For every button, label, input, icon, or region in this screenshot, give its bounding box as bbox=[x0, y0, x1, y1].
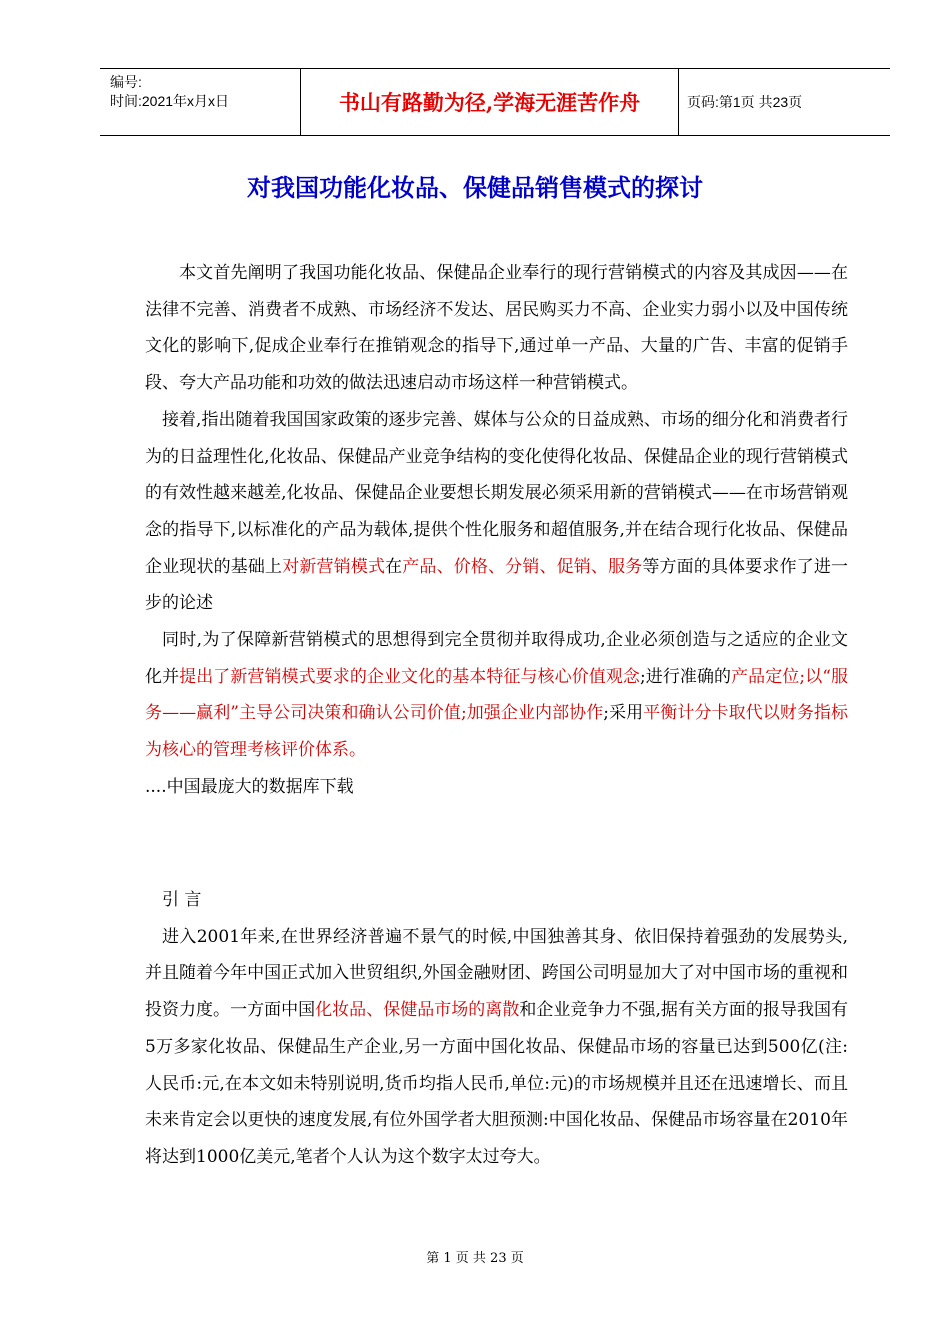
text-span: 等方面的具体要求作了进一步的论述 bbox=[145, 556, 849, 614]
header-motto: 书山有路勤为径,学海无涯苦作舟 bbox=[300, 69, 679, 135]
text-span: 在 bbox=[385, 556, 403, 577]
text-span: 进入2001年来,在世界经济普遍不景气的时候,中国独善其身、依旧保持着强劲的发展势头,并且随着今年中国正式加入世贸组织,外国金融财团、跨国公司明显加大了对中国市场的重视和投资力度。一方面中国 bbox=[145, 926, 848, 1021]
highlight-span: 以“服务——赢利”主导公司决策和确认公司价值;加强企业内部协作 bbox=[145, 666, 849, 724]
highlight-span: 对新营销模式 bbox=[282, 556, 386, 577]
text-span: ;采用 bbox=[603, 703, 644, 724]
header-meta bbox=[100, 69, 300, 135]
download-link-text: ....中国最庞大的数据库下载 bbox=[145, 776, 354, 797]
time-label: 时间:2021年x月x日 bbox=[110, 93, 230, 109]
text-span: 和企业竞争力不强,据有关方面的报导我国有5万多家化妆品、保健品生产企业,另一方面中国化妆品、保健品市场的容量已达到500亿(注:人民币:元,在本文如未特别说明,货币均指人民币,单位:元)的市场规模并且还在迅速增长、而且未来肯定会以更快的速度发展,有位外国学者大胆预测:中国化妆品、保健品市场容量在2010年将达到1000亿美元,笔者个人认为这个数字太过夸大。 bbox=[145, 1000, 849, 1167]
abstract-paragraph-3 bbox=[145, 622, 848, 769]
intro-paragraph-1 bbox=[145, 919, 848, 1176]
abstract-paragraph-1: 本文首先阐明了我国功能化妆品、保健品企业奉行的现行营销模式的内容及其成因——在法律不完善、消费者不成熟、市场经济不发达、居民购买力不高、企业实力弱小以及中国传统文化的影响下,促成企业奉行在推销观念的指导下,通过单一产品、大量的广告、丰富的促销手段、夸大产品功能和功效的做法迅速启动市场这样一种营销模式。 bbox=[145, 263, 848, 394]
header-page-info: 页码:第1页 共23页 bbox=[687, 94, 803, 110]
text-span: 接着,指出随着我国国家政策的逐步完善、媒体与公众的日益成熟、市场的细分化和消费者行为的日益理性化,化妆品、保健品产业竞争结构的变化使得化妆品、保健品企业的现行营销模式的有效性越来越差,化妆品、保健品企业要想长期发展必须采用新的营销模式——在市场营销观念的指导下,以标准化的产品为载体,提供个性化服务和超值服务,并在结合现行化妆品、保健品企业现状的基础上 bbox=[145, 409, 848, 577]
abstract-paragraph-2 bbox=[145, 402, 848, 622]
document-title: 对我国功能化妆品、保健品销售模式的探讨 bbox=[247, 173, 703, 202]
text-span: ;进行准确的 bbox=[639, 666, 732, 687]
highlight-span: 化妆品、保健品市场的离散 bbox=[315, 1000, 520, 1021]
highlight-span: 平衡计分卡取代以财务指标为核心的管理考核评价体系。 bbox=[145, 703, 848, 761]
highlight-span: 产品定位 bbox=[731, 666, 800, 687]
abstract-section bbox=[145, 255, 848, 806]
document-header bbox=[100, 68, 890, 136]
text-span: 同时,为了保障新营销模式的思想得到完全贯彻并取得成功,企业必须创造与之适应的企业文化并 bbox=[145, 630, 848, 687]
code-label: 编号: bbox=[110, 74, 142, 90]
highlight-span: 产品、价格、分销、促销、服务 bbox=[402, 556, 643, 577]
intro-heading: 引 言 bbox=[162, 890, 202, 910]
highlight-span: ; bbox=[799, 666, 806, 687]
page-footer: 第 1 页 共 23 页 bbox=[426, 1251, 524, 1266]
highlight-span: 提出了新营销模式要求的企业文化的基本特征与核心价值观念 bbox=[179, 666, 640, 687]
intro-section bbox=[145, 882, 848, 1176]
